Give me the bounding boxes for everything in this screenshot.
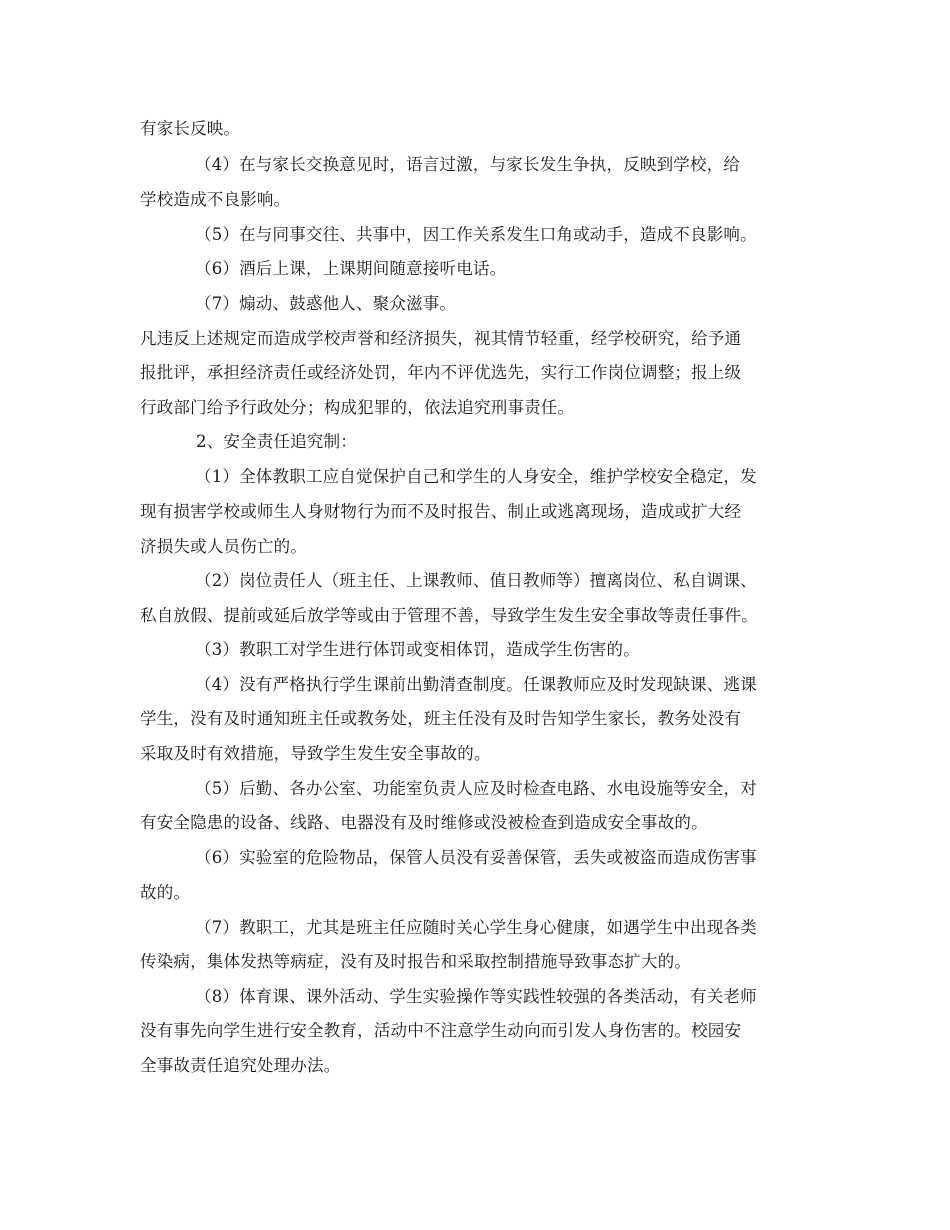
text-line: （7）煽动、鼓惑他人、聚众滋事。 xyxy=(195,294,457,313)
text-line: （4）没有严格执行学生课前出勤清查制度。任课教师应及时发现缺课、逃课 xyxy=(195,675,757,694)
text-line: （6）实验室的危险物品，保管人员没有妥善保管，丢失或被盗而造成伤害事 xyxy=(195,848,757,867)
text-line: （2）岗位责任人（班主任、上课教师、值日教师等）擅离岗位、私自调课、 xyxy=(195,571,757,590)
text-line: （4）在与家长交换意见时，语言过激，与家长发生争执，反映到学校，给 xyxy=(195,155,741,174)
text-line: 济损失或人员伤亡的。 xyxy=(140,537,307,556)
text-line: 没有事先向学生进行安全教育，活动中不注意学生动向而引发人身伤害的。校园安 xyxy=(140,1021,742,1040)
text-line: 传染病，集体发热等病症，没有及时报告和采取控制措施导致事态扩大的。 xyxy=(140,952,692,971)
text-line: 现有损害学校或师生人身财物行为而不及时报告、制止或逃离现场，造成或扩大经 xyxy=(140,502,742,521)
text-line: 有家长反映。 xyxy=(140,119,241,138)
text-line: （8）体育课、课外活动、学生实验操作等实践性较强的各类活动，有关老师 xyxy=(195,987,757,1006)
text-line: （5）在与同事交往、共事中，因工作关系发生口角或动手，造成不良影响。 xyxy=(195,225,757,244)
section-heading: 2、安全责任追究制： xyxy=(196,432,357,451)
text-line: 行政部门给予行政处分；构成犯罪的，依法追究刑事责任。 xyxy=(140,398,575,417)
text-line: 采取及时有效措施，导致学生发生安全事故的。 xyxy=(140,744,491,763)
text-line: （1）全体教职工应自觉保护自己和学生的人身安全，维护学校安全稳定，发 xyxy=(195,467,757,486)
text-line: 故的。 xyxy=(140,883,191,902)
text-line: 有安全隐患的设备、线路、电器没有及时维修或没被检查到造成安全事故的。 xyxy=(140,813,708,832)
text-line: （5）后勤、各办公室、功能室负责人应及时检查电路、水电设施等安全，对 xyxy=(195,779,757,798)
text-line: 报批评，承担经济责任或经济处罚，年内不评优选先，实行工作岗位调整；报上级 xyxy=(140,363,742,382)
text-line: 学生，没有及时通知班主任或教务处，班主任没有及时告知学生家长，教务处没有 xyxy=(140,709,742,728)
text-line: （6）酒后上课，上课期间随意接听电话。 xyxy=(195,259,507,278)
text-line: 凡违反上述规定而造成学校声誉和经济损失，视其情节轻重，经学校研究，给予通 xyxy=(140,329,742,348)
text-line: （3）教职工对学生进行体罚或变相体罚，造成学生伤害的。 xyxy=(195,640,640,659)
text-line: 全事故责任追究处理办法。 xyxy=(140,1056,341,1075)
text-line: 学校造成不良影响。 xyxy=(140,190,291,209)
text-line: 私自放假、提前或延后放学等或由于管理不善，导致学生发生安全事故等责任事件。 xyxy=(140,606,758,625)
text-line: （7）教职工，尤其是班主任应随时关心学生身心健康，如遇学生中出现各类 xyxy=(195,918,757,937)
